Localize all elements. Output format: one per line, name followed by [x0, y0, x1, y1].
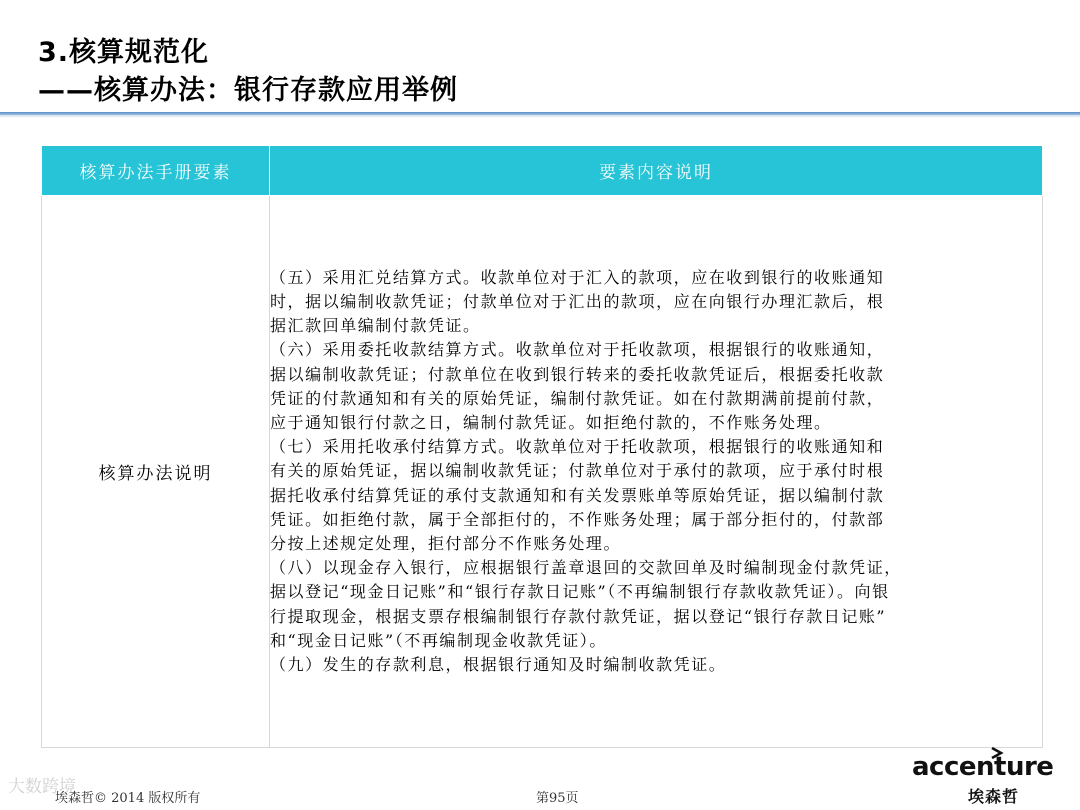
content-line: 应于通知银行付款之日，编制付款凭证。如拒绝付款的，不作账务处理。 [270, 412, 832, 432]
row-content-cell [270, 196, 1043, 748]
page-number: 第95页 [536, 791, 579, 806]
content-line: 和“现金日记账”（不再编制现金收款凭证）。 [270, 630, 607, 650]
logo-wordmark: accenture [912, 752, 1054, 782]
content-paragraph [270, 266, 1042, 677]
content-line: 凭证的付款通知和有关的原始凭证，编制付款凭证。如在付款期满前提前付款， [270, 388, 885, 408]
page-title: 3.核算规范化 [38, 37, 210, 68]
accounting-method-table [41, 145, 1043, 748]
accenture-logo [912, 746, 1052, 806]
content-line: （九）发生的存款利息，根据银行通知及时编制收款凭证。 [270, 655, 727, 675]
header-description-column: 要素内容说明 [270, 146, 1043, 196]
content-line: 分按上述规定处理，拒付部分不作账务处理。 [270, 534, 622, 553]
row-label-cell: 核算办法说明 [42, 196, 270, 748]
content-line: 有关的原始凭证，据以编制收款凭证；付款单位对于承付的款项，应于承付时根 [270, 461, 885, 481]
logo-chinese-name: 埃森哲 [968, 787, 1020, 806]
content-line: 行提取现金，根据支票存根编制银行存款付款凭证，据以登记“银行存款日记账” [270, 606, 887, 626]
content-line: （六）采用委托收款结算方式。收款单位对于托收款项，根据银行的收账通知， [270, 340, 885, 360]
content-line: 据以编制收款凭证；付款单位在收到银行转来的委托收款凭证后，根据委托收款 [270, 364, 885, 384]
content-line: （七）采用托收承付结算方式。收款单位对于托收款项，根据银行的收账通知和 [270, 437, 885, 457]
content-line: （八）以现金存入银行，应根据银行盖章退回的交款回单及时编制现金付款凭证， [270, 558, 902, 578]
copyright-text: 埃森哲© 2014 版权所有 [55, 791, 201, 806]
content-line: 凭证。如拒绝付款，属于全部拒付的，不作账务处理；属于部分拒付的，付款部 [270, 509, 885, 529]
header-element-column: 核算办法手册要素 [42, 146, 270, 196]
table-header-row [42, 146, 1043, 196]
watermark: 大数跨境 [8, 777, 76, 797]
page-subtitle: ——核算办法：银行存款应用举例 [38, 75, 458, 106]
content-line: （五）采用汇兑结算方式。收款单位对于汇入的款项，应在收到银行的收账通知 [270, 267, 885, 287]
content-line: 据以登记“现金日记账”和“银行存款日记账”（不再编制银行存款收款凭证）。向银 [270, 582, 890, 602]
title-block [38, 34, 1038, 110]
title-divider-shadow [0, 115, 1080, 118]
table-row [42, 196, 1043, 748]
content-line: 时，据以编制收款凭证；付款单位对于汇出的款项，应在向银行办理汇款后，根 [270, 291, 885, 311]
content-line: 据汇款回单编制付款凭证。 [270, 316, 481, 336]
content-line: 据托收承付结算凭证的承付支款通知和有关发票账单等原始凭证，据以编制付款 [270, 485, 885, 505]
